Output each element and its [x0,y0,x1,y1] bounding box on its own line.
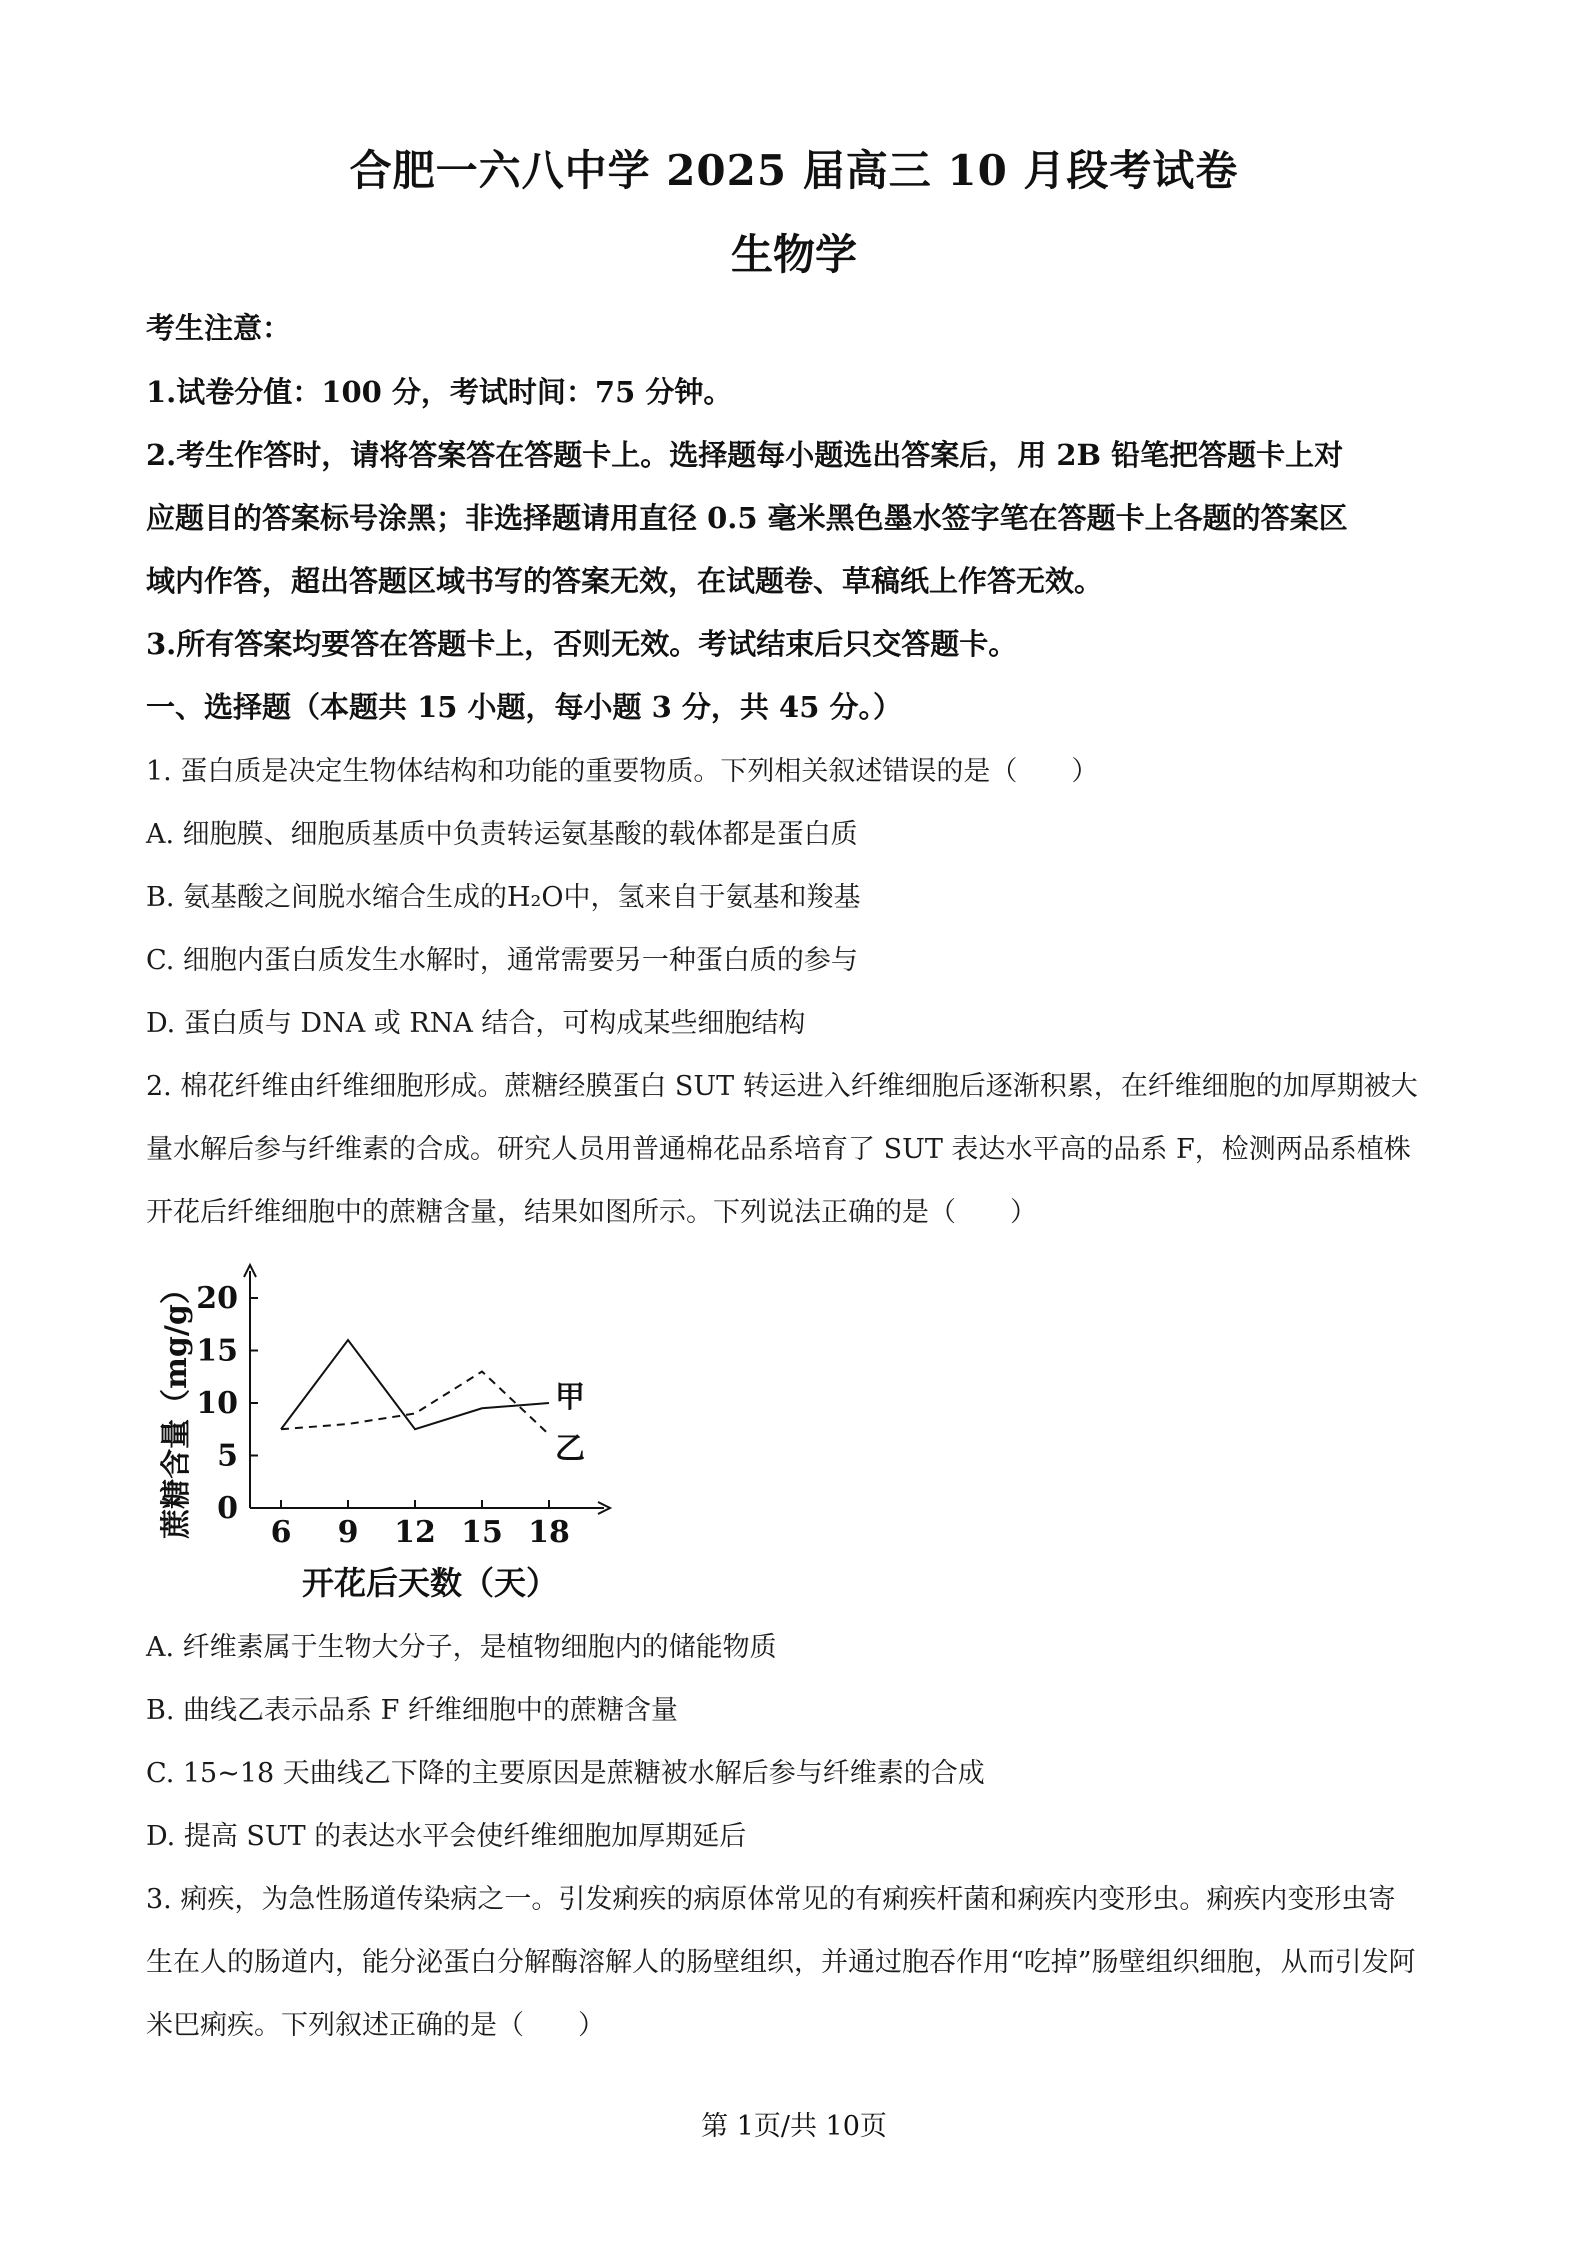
notice-heading: 考生注意： [146,311,292,345]
q2-stem-line-2: 量水解后参与纤维素的合成。研究人员用普通棉花品系培育了 SUT 表达水平高的品系 F，检测两品系植株 [146,1134,1411,1165]
x-tick-label: 18 [528,1515,570,1550]
q3-stem-line-2: 生在人的肠道内，能分泌蛋白分解酶溶解人的肠壁组织，并通过胞吞作用“吃掉”肠壁组织细胞，从而引发阿 [146,1947,1416,1978]
series-line-2 [281,1372,549,1435]
notice-line-1: 1.试卷分值：100 分，考试时间：75 分钟。 [146,375,733,409]
q2-option-c: C. 15~18 天曲线乙下降的主要原因是蔗糖被水解后参与纤维素的合成 [146,1758,985,1789]
q2-stem-line-1: 2. 棉花纤维由纤维细胞形成。蔗糖经膜蛋白 SUT 转运进入纤维细胞后逐渐积累，在纤维细胞的加厚期被大 [146,1071,1418,1102]
q3-stem-line-3: 米巴痢疾。下列叙述正确的是（ ） [146,2010,605,2041]
chart-labels [159,1274,585,1602]
q1-stem: 1. 蛋白质是决定生物体结构和功能的重要物质。下列相关叙述错误的是（ ） [146,756,1099,787]
q2-option-a: A. 纤维素属于生物大分子，是植物细胞内的储能物质 [146,1632,777,1663]
chart-series [281,1340,549,1435]
notice-line-3: 应题目的答案标号涂黑；非选择题请用直径 0.5 毫米黑色墨水签字笔在答题卡上各题的答案区 [146,501,1348,535]
series-label-1: 甲 [555,1380,585,1415]
exam-title: 合肥一六八中学 2025 届高三 10 月段考试卷 [349,146,1239,195]
notice-line-5: 3.所有答案均要答在答题卡上，否则无效。考试结束后只交答题卡。 [146,627,1018,661]
subject-title: 生物学 [730,230,857,279]
q2-stem-line-3: 开花后纤维细胞中的蔗糖含量，结果如图所示。下列说法正确的是（ ） [146,1197,1037,1228]
q3-stem-line-1: 3. 痢疾，为急性肠道传染病之一。引发痢疾的病原体常见的有痢疾杆菌和痢疾内变形虫。痢疾内变形虫寄 [146,1884,1396,1915]
q1-option-c: C. 细胞内蛋白质发生水解时，通常需要另一种蛋白质的参与 [146,945,858,976]
q1-option-b: B. 氨基酸之间脱水缩合生成的H₂O中，氢来自于氨基和羧基 [146,882,861,913]
page-footer: 第 1页/共 10页 [701,2111,887,2142]
section-heading: 一、选择题（本题共 15 小题，每小题 3 分，共 45 分。） [146,690,902,724]
q2-option-b: B. 曲线乙表示品系 F 纤维细胞中的蔗糖含量 [146,1695,678,1726]
q1-option-d: D. 蛋白质与 DNA 或 RNA 结合，可构成某些细胞结构 [146,1008,806,1039]
y-tick-label: 5 [217,1438,238,1474]
x-axis-title: 开花后天数（天） [301,1564,559,1602]
x-tick-label: 6 [270,1515,292,1550]
y-tick-label: 15 [196,1333,238,1369]
y-tick-label: 10 [196,1386,238,1421]
x-tick-label: 12 [394,1515,436,1550]
x-tick-label: 15 [461,1515,503,1550]
y-tick-label: 20 [196,1281,238,1316]
notice-line-2: 2.考生作答时，请将答案答在答题卡上。选择题每小题选出答案后，用 2B 铅笔把答题卡上对 [146,438,1344,472]
q1-option-a: A. 细胞膜、细胞质基质中负责转运氨基酸的载体都是蛋白质 [146,819,858,850]
series-line-1 [281,1340,549,1429]
y-axis-title: 蔗糖含量（mg/g） [159,1274,194,1539]
series-label-2: 乙 [555,1431,585,1467]
notice-line-4: 域内作答，超出答题区域书写的答案无效，在试题卷、草稿纸上作答无效。 [146,564,1104,598]
sucrose-line-chart [150,1245,630,1605]
y-tick-label: 0 [217,1491,238,1526]
x-tick-label: 9 [337,1515,359,1550]
q2-option-d: D. 提高 SUT 的表达水平会使纤维细胞加厚期延后 [146,1821,747,1852]
